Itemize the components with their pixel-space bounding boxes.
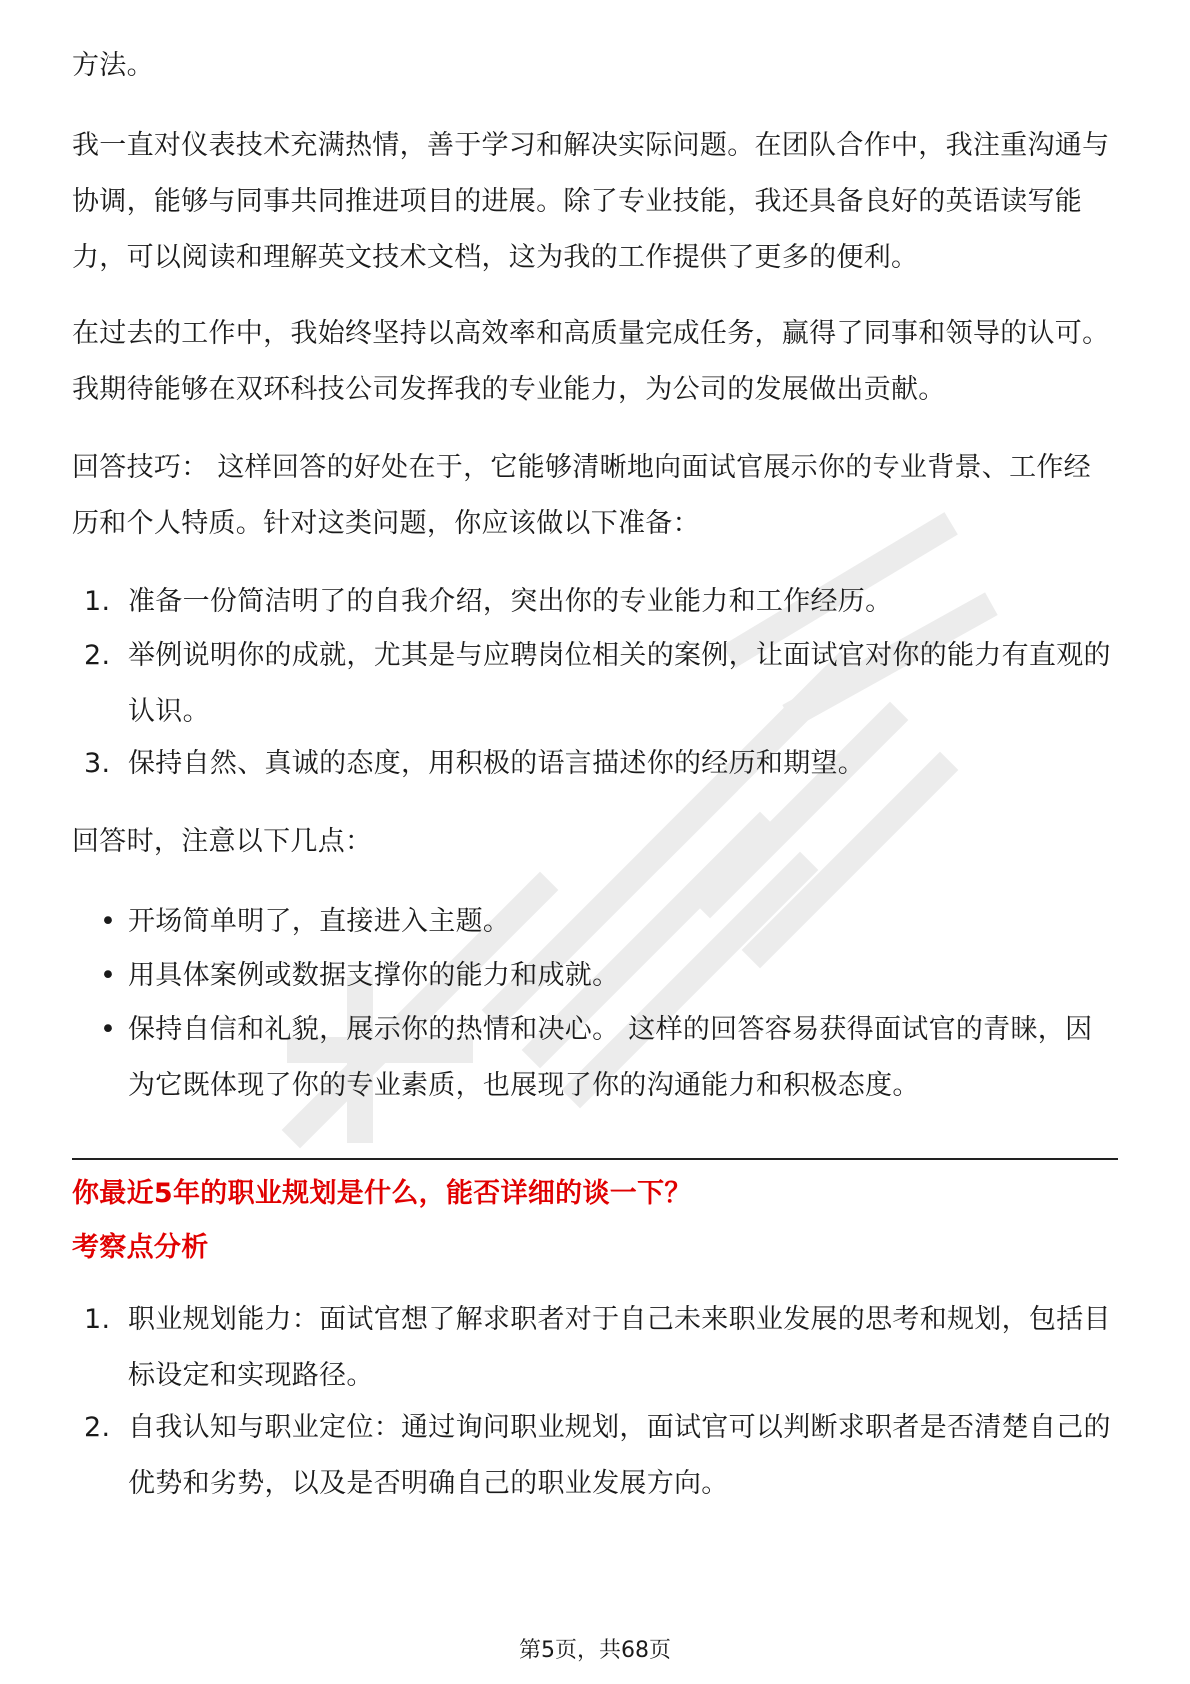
list-item (72, 574, 1118, 630)
paragraph-notes-intro: 回答时，注意以下几点： (72, 826, 373, 857)
list-item-text: 准备一份简洁明了的自我介绍，突出你的专业能力和工作经历。 (128, 586, 893, 617)
list-item-text: 用具体案例或数据支撑你的能力和成就。 (128, 960, 620, 991)
list-item-text: 举例说明你的成就，尤其是与应聘岗位相关的案例，让面试官对你的能力有直观的认识。 (128, 640, 1111, 727)
list-item (72, 948, 1118, 1004)
list-item (72, 1292, 1118, 1404)
list-item-text: 保持自然、真诚的态度，用积极的语言描述你的经历和期望。 (128, 748, 866, 779)
list-item (72, 894, 1118, 950)
list-item (72, 1002, 1118, 1114)
list-marker: 1. (84, 586, 111, 617)
list-marker: 3. (84, 748, 111, 779)
list-item-text: 职业规划能力：面试官想了解求职者对于自己未来职业发展的思考和规划，包括目标设定和实现路径。 (128, 1304, 1111, 1391)
paragraph-answer-tips: 回答技巧： 这样回答的好处在于，它能够清晰地向面试官展示你的专业背景、工作经历和个人特质。针对这类问题，你应该做以下准备： (72, 452, 1091, 539)
list-marker: 1. (84, 1304, 111, 1335)
list-marker: 2. (84, 640, 111, 671)
list-item-text: 自我认知与职业定位：通过询问职业规划，面试官可以判断求职者是否清楚自己的优势和劣势，以及是否明确自己的职业发展方向。 (128, 1412, 1111, 1499)
page-number-footer: 第5页，共68页 (519, 1638, 671, 1663)
list-item-text: 开场简单明了，直接进入主题。 (128, 906, 511, 937)
bullet-marker: • (100, 960, 117, 991)
question-heading: 你最近5年的职业规划是什么，能否详细的谈一下？ (72, 1178, 692, 1209)
list-item-text: 保持自信和礼貌，展示你的热情和决心。 这样的回答容易获得面试官的青睐，因为它既体现了你的专业素质，也展现了你的沟通能力和积极态度。 (128, 1014, 1093, 1101)
paragraph-past-work: 在过去的工作中，我始终坚持以高效率和高质量完成任务，赢得了同事和领导的认可。我期待能够在双环科技公司发挥我的专业能力，为公司的发展做出贡献。 (72, 318, 1110, 405)
section-divider (72, 1158, 1118, 1160)
list-item (72, 628, 1118, 740)
analysis-heading: 考察点分析 (72, 1232, 209, 1263)
paragraph-self-description: 我一直对仪表技术充满热情，善于学习和解决实际问题。在团队合作中，我注重沟通与协调，能够与同事共同推进项目的进展。除了专业技能，我还具备良好的英语读写能力，可以阅读和理解英文技术文档，这为我的工作提供了更多的便利。 (72, 130, 1110, 273)
bullet-marker: • (100, 906, 117, 937)
list-item (72, 736, 1118, 792)
paragraph-intro-end: 方法。 (72, 50, 154, 81)
list-marker: 2. (84, 1412, 111, 1443)
bullet-marker: • (100, 1014, 117, 1045)
list-item (72, 1400, 1118, 1512)
